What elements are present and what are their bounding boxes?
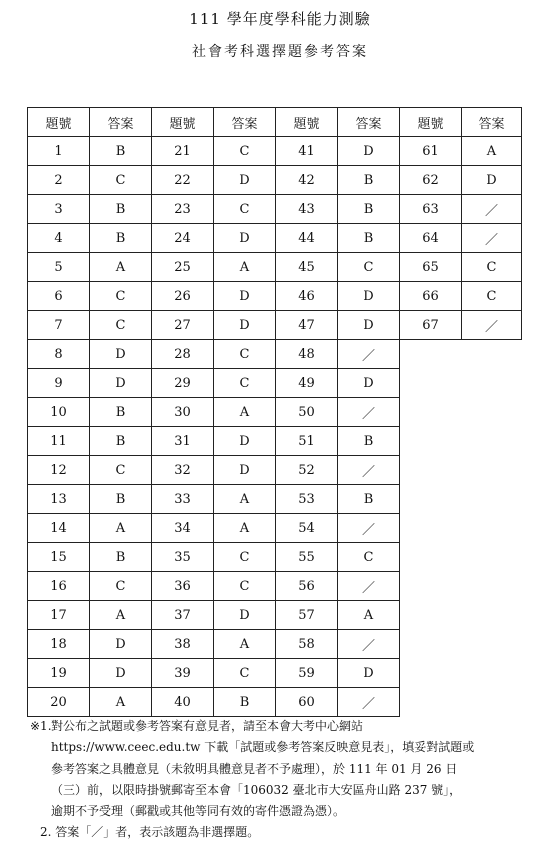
empty-cell: [400, 572, 462, 601]
answer-cell: B: [338, 166, 400, 195]
answer-cell: ／: [462, 224, 522, 253]
empty-cell: [400, 543, 462, 572]
question-number: 44: [276, 224, 338, 253]
question-number: 33: [152, 485, 214, 514]
question-number: 4: [28, 224, 90, 253]
question-number: 48: [276, 340, 338, 369]
question-number: 43: [276, 195, 338, 224]
empty-cell: [462, 456, 522, 485]
table-row: [28, 601, 522, 630]
empty-cell: [400, 514, 462, 543]
table-row: [28, 340, 522, 369]
answer-cell: D: [214, 456, 276, 485]
answer-cell: C: [214, 340, 276, 369]
empty-cell: [400, 427, 462, 456]
question-number: 39: [152, 659, 214, 688]
empty-cell: [462, 369, 522, 398]
answer-cell: A: [90, 253, 152, 282]
answer-cell: A: [214, 630, 276, 659]
empty-cell: [462, 572, 522, 601]
question-number: 19: [28, 659, 90, 688]
table-row: [28, 195, 522, 224]
answer-cell: C: [90, 166, 152, 195]
answer-cell: A: [90, 601, 152, 630]
answer-cell: ／: [338, 630, 400, 659]
question-number: 8: [28, 340, 90, 369]
answer-cell: B: [214, 688, 276, 717]
notes-section: [30, 716, 530, 844]
question-number: 21: [152, 137, 214, 166]
answer-cell: C: [90, 282, 152, 311]
table-row: [28, 369, 522, 398]
question-number: 24: [152, 224, 214, 253]
empty-cell: [462, 340, 522, 369]
answer-cell: B: [90, 137, 152, 166]
exam-subtitle: 社會考科選擇題參考答案: [192, 44, 368, 60]
answer-cell: A: [214, 485, 276, 514]
question-number: 3: [28, 195, 90, 224]
answer-cell: D: [214, 311, 276, 340]
question-number: 18: [28, 630, 90, 659]
note-1-line-3: 參考答案之具體意見（未敘明具體意見者不予處理），於 111 年 01 月 26 日: [51, 761, 458, 776]
empty-cell: [400, 659, 462, 688]
empty-cell: [462, 659, 522, 688]
note-1-line-1: ※1.對公布之試題或參考答案有意見者，請至本會大考中心網站: [30, 719, 364, 733]
question-number: 29: [152, 369, 214, 398]
question-number: 63: [400, 195, 462, 224]
question-number: 10: [28, 398, 90, 427]
question-number: 62: [400, 166, 462, 195]
question-number: 30: [152, 398, 214, 427]
question-number: 23: [152, 195, 214, 224]
empty-cell: [462, 427, 522, 456]
answer-cell: C: [338, 543, 400, 572]
question-number: 58: [276, 630, 338, 659]
answer-cell: C: [90, 456, 152, 485]
header-cell: 題號: [152, 108, 214, 137]
empty-cell: [462, 601, 522, 630]
question-number: 34: [152, 514, 214, 543]
question-number: 32: [152, 456, 214, 485]
question-number: 13: [28, 485, 90, 514]
empty-cell: [462, 688, 522, 717]
question-number: 52: [276, 456, 338, 485]
question-number: 53: [276, 485, 338, 514]
table-row: [28, 485, 522, 514]
answer-cell: C: [462, 282, 522, 311]
header-cell: 答案: [338, 108, 400, 137]
answer-cell: ／: [338, 688, 400, 717]
answer-cell: D: [214, 224, 276, 253]
answer-cell: A: [214, 514, 276, 543]
answer-cell: D: [214, 427, 276, 456]
question-number: 45: [276, 253, 338, 282]
empty-cell: [462, 398, 522, 427]
answer-cell: A: [90, 688, 152, 717]
answer-cell: D: [214, 282, 276, 311]
answer-cell: C: [214, 369, 276, 398]
answer-cell: ／: [462, 195, 522, 224]
question-number: 14: [28, 514, 90, 543]
answer-cell: D: [90, 630, 152, 659]
table-row: [28, 311, 522, 340]
question-number: 42: [276, 166, 338, 195]
header-cell: 題號: [28, 108, 90, 137]
question-number: 12: [28, 456, 90, 485]
answer-cell: B: [90, 543, 152, 572]
question-number: 41: [276, 137, 338, 166]
empty-cell: [400, 456, 462, 485]
header-cell: 答案: [214, 108, 276, 137]
answer-cell: B: [90, 224, 152, 253]
table-row: [28, 572, 522, 601]
answer-cell: B: [90, 485, 152, 514]
question-number: 61: [400, 137, 462, 166]
question-number: 22: [152, 166, 214, 195]
question-number: 64: [400, 224, 462, 253]
table-row: [28, 688, 522, 717]
question-number: 49: [276, 369, 338, 398]
question-number: 40: [152, 688, 214, 717]
answer-cell: D: [90, 659, 152, 688]
answer-table: [27, 107, 522, 717]
empty-cell: [400, 688, 462, 717]
question-number: 5: [28, 253, 90, 282]
answer-cell: D: [338, 369, 400, 398]
answer-cell: D: [338, 311, 400, 340]
question-number: 11: [28, 427, 90, 456]
question-number: 25: [152, 253, 214, 282]
header-cell: 題號: [400, 108, 462, 137]
table-row: [28, 224, 522, 253]
empty-cell: [400, 601, 462, 630]
note-2: 2. 答案「／」者，表示該題為非選擇題。: [40, 825, 260, 840]
table-row: [28, 514, 522, 543]
table-row: [28, 137, 522, 166]
table-row: [28, 456, 522, 485]
answer-cell: A: [90, 514, 152, 543]
question-number: 56: [276, 572, 338, 601]
answer-cell: A: [462, 137, 522, 166]
answer-cell: D: [338, 137, 400, 166]
answer-cell: C: [462, 253, 522, 282]
answer-cell: C: [338, 253, 400, 282]
table-row: [28, 630, 522, 659]
empty-cell: [400, 630, 462, 659]
question-number: 7: [28, 311, 90, 340]
table-row: [28, 398, 522, 427]
question-number: 50: [276, 398, 338, 427]
answer-cell: ／: [338, 572, 400, 601]
answer-cell: ／: [462, 311, 522, 340]
question-number: 27: [152, 311, 214, 340]
question-number: 31: [152, 427, 214, 456]
answer-cell: ／: [338, 456, 400, 485]
answer-cell: B: [90, 195, 152, 224]
note-1-line-4: （三）前，以限時掛號郵寄至本會「106032 臺北市大安區舟山路 237 號」，: [51, 782, 462, 797]
question-number: 16: [28, 572, 90, 601]
empty-cell: [462, 543, 522, 572]
question-number: 1: [28, 137, 90, 166]
empty-cell: [400, 369, 462, 398]
answer-cell: ／: [338, 340, 400, 369]
answer-cell: D: [90, 369, 152, 398]
empty-cell: [462, 485, 522, 514]
question-number: 6: [28, 282, 90, 311]
answer-cell: D: [338, 282, 400, 311]
answer-cell: B: [90, 398, 152, 427]
empty-cell: [462, 630, 522, 659]
question-number: 59: [276, 659, 338, 688]
answer-cell: C: [214, 137, 276, 166]
answer-cell: D: [90, 340, 152, 369]
answer-cell: D: [462, 166, 522, 195]
empty-cell: [400, 485, 462, 514]
question-number: 35: [152, 543, 214, 572]
question-number: 38: [152, 630, 214, 659]
question-number: 2: [28, 166, 90, 195]
answer-cell: B: [338, 427, 400, 456]
question-number: 57: [276, 601, 338, 630]
header-cell: 答案: [90, 108, 152, 137]
question-number: 67: [400, 311, 462, 340]
answer-cell: B: [338, 485, 400, 514]
note-1-line-2: https://www.ceec.edu.tw 下載「試題或參考答案反映意見表」，填妥對試題或: [51, 740, 475, 755]
question-number: 17: [28, 601, 90, 630]
answer-cell: B: [90, 427, 152, 456]
answer-cell: B: [338, 195, 400, 224]
table-row: [28, 659, 522, 688]
question-number: 54: [276, 514, 338, 543]
header-row: [28, 108, 522, 137]
table-row: [28, 427, 522, 456]
answer-cell: A: [338, 601, 400, 630]
question-number: 55: [276, 543, 338, 572]
answer-cell: D: [214, 166, 276, 195]
table-row: [28, 282, 522, 311]
question-number: 51: [276, 427, 338, 456]
question-number: 36: [152, 572, 214, 601]
answer-cell: D: [338, 659, 400, 688]
question-number: 15: [28, 543, 90, 572]
question-number: 26: [152, 282, 214, 311]
empty-cell: [400, 398, 462, 427]
answer-cell: C: [214, 572, 276, 601]
answer-cell: A: [214, 398, 276, 427]
answer-cell: C: [214, 659, 276, 688]
question-number: 20: [28, 688, 90, 717]
answer-cell: D: [214, 601, 276, 630]
answer-cell: C: [214, 543, 276, 572]
empty-cell: [400, 340, 462, 369]
question-number: 47: [276, 311, 338, 340]
answer-cell: ／: [338, 398, 400, 427]
header-cell: 答案: [462, 108, 522, 137]
table-row: [28, 166, 522, 195]
question-number: 66: [400, 282, 462, 311]
answer-cell: ／: [338, 514, 400, 543]
question-number: 65: [400, 253, 462, 282]
question-number: 46: [276, 282, 338, 311]
answer-cell: C: [90, 311, 152, 340]
header-cell: 題號: [276, 108, 338, 137]
answer-cell: A: [214, 253, 276, 282]
table-row: [28, 543, 522, 572]
empty-cell: [462, 514, 522, 543]
exam-title: 111 學年度學科能力測驗: [189, 10, 371, 28]
note-1-line-5: 逾期不予受理（郵戳或其他等同有效的寄件憑證為憑）。: [51, 804, 346, 819]
table-row: [28, 253, 522, 282]
answer-cell: C: [90, 572, 152, 601]
question-number: 28: [152, 340, 214, 369]
answer-cell: B: [338, 224, 400, 253]
question-number: 9: [28, 369, 90, 398]
answer-cell: C: [214, 195, 276, 224]
question-number: 60: [276, 688, 338, 717]
question-number: 37: [152, 601, 214, 630]
